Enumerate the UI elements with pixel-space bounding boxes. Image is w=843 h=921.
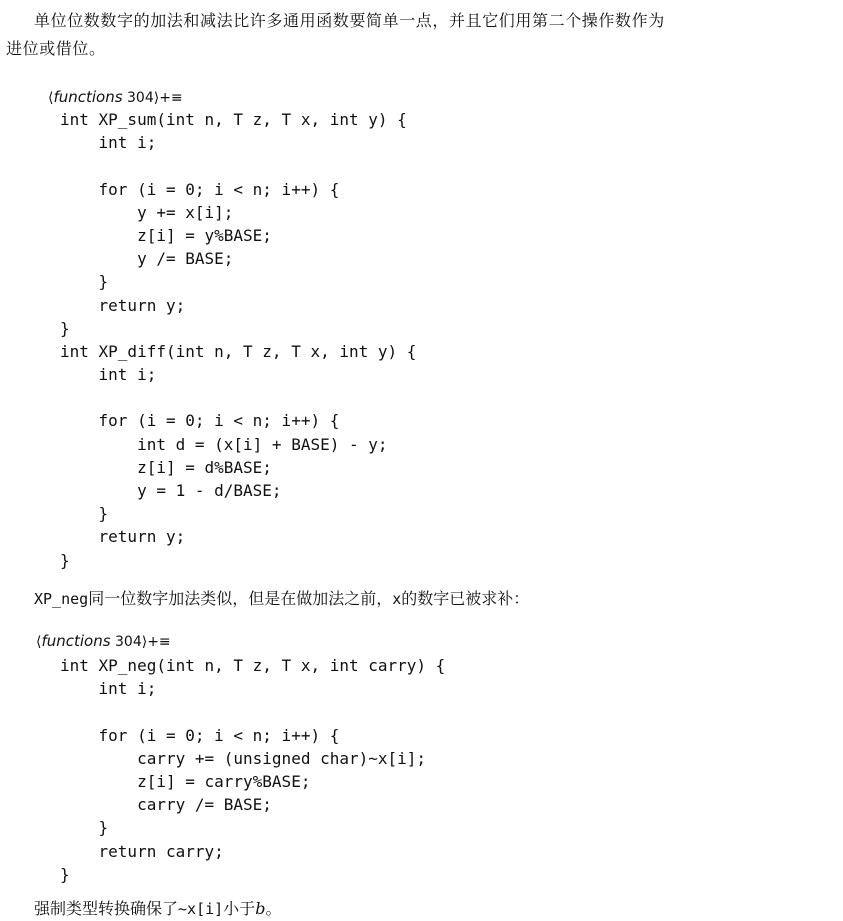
code-line: int i; — [60, 133, 157, 153]
chunk-label-number: 304⟩+≡ — [110, 634, 171, 650]
code-block-sum-diff — [60, 108, 416, 572]
code-line: for (i = 0; i < n; i++) { — [60, 411, 340, 431]
code-line: int i; — [60, 365, 157, 385]
code-line — [60, 154, 416, 177]
code-line: } — [60, 550, 70, 570]
code-line: for (i = 0; i < n; i++) { — [60, 725, 340, 745]
code-line: carry /= BASE; — [60, 795, 272, 815]
code-line: int i; — [60, 679, 157, 699]
closing-text-3: 。 — [265, 899, 282, 918]
code-line: carry += (unsigned char)~x[i]; — [60, 748, 427, 768]
code-line: z[i] = carry%BASE; — [60, 771, 311, 791]
code-line: for (i = 0; i < n; i++) { — [60, 179, 340, 199]
neg-description — [34, 588, 529, 610]
chunk-label-functions-1 — [48, 88, 183, 106]
code-line: } — [60, 864, 70, 884]
intro-line-2: 进位或借位。 — [6, 39, 106, 58]
chunk-label-open: ⟨ — [36, 634, 42, 650]
closing-text-2: 小于 — [223, 899, 256, 918]
code-line: y /= BASE; — [60, 249, 234, 269]
neg-text-1: 同一位数字加法类似，但是在做加法之前， — [88, 589, 393, 608]
var-b: b — [255, 899, 266, 918]
fn-name-xp-neg: XP_neg — [34, 590, 89, 608]
code-line — [60, 700, 445, 723]
chunk-label-name: functions — [53, 88, 123, 106]
closing-text-1: 强制类型转换确保了 — [34, 899, 179, 918]
intro-line-1: 单位位数数字的加法和减法比许多通用函数要简单一点，并且它们用第二个操作数作为 — [34, 11, 665, 30]
code-line: y += x[i]; — [60, 202, 234, 222]
code-line: return y; — [60, 295, 186, 315]
code-line: return carry; — [60, 841, 224, 861]
code-line: int XP_neg(int n, T z, T x, int carry) { — [60, 656, 446, 675]
code-line: } — [60, 818, 109, 838]
code-line: y = 1 - d/BASE; — [60, 481, 282, 500]
var-x: x — [392, 590, 402, 608]
code-line: z[i] = y%BASE; — [60, 225, 272, 245]
code-line: int d = (x[i] + BASE) - y; — [60, 434, 388, 454]
code-line: int XP_diff(int n, T z, T x, int y) { — [60, 341, 417, 361]
chunk-label-number: 304⟩+≡ — [122, 90, 183, 106]
chunk-label-functions-2 — [36, 632, 171, 650]
closing-sentence — [34, 898, 281, 920]
code-line: } — [60, 272, 109, 292]
chunk-label-name: functions — [41, 632, 111, 650]
code-not-x-i: ~x[i] — [178, 900, 224, 918]
neg-text-2: 的数字已被求补： — [401, 589, 530, 608]
code-line: } — [60, 318, 70, 338]
code-line: z[i] = d%BASE; — [60, 457, 272, 477]
code-line: } — [60, 504, 109, 524]
code-line: return y; — [60, 527, 186, 547]
code-line — [60, 386, 416, 409]
code-line: int XP_sum(int n, T z, T x, int y) { — [60, 110, 407, 129]
code-block-neg — [60, 654, 445, 886]
chunk-label-open: ⟨ — [48, 90, 54, 106]
